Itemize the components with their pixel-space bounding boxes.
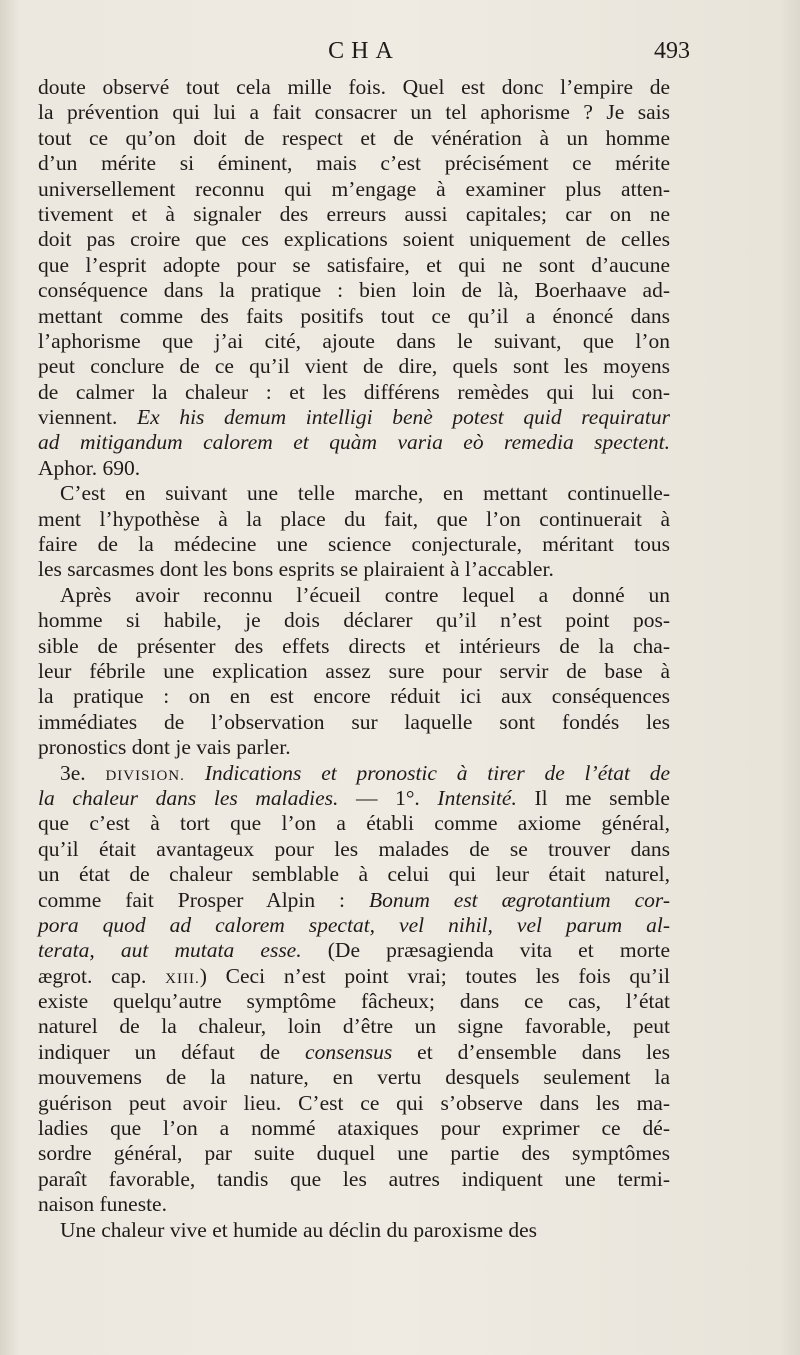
text-segment: ægrot. cap. (38, 963, 166, 988)
text-line (38, 557, 670, 582)
text-line (38, 888, 670, 913)
text-line (38, 126, 670, 151)
text-line (38, 786, 670, 811)
text-segment: de calmer la chaleur : et les différens remèdes qui lui con- (38, 379, 670, 404)
text-line (38, 1091, 670, 1116)
text-line (38, 634, 670, 659)
italic-text: la chaleur dans les maladies. (38, 785, 339, 810)
text-line (38, 938, 670, 963)
text-segment: 3e. (60, 760, 106, 785)
text-segment: faire de la médecine une science conjecturale, méritant tous (38, 532, 670, 557)
italic-text: Intensité. (437, 785, 517, 810)
text-segment: ment l’hypothèse à la place du fait, que l’on continuerait à (38, 506, 670, 531)
italic-text: ad mitigandum calorem et quàm varia eò remedia spectent. (38, 430, 670, 455)
text-line (38, 507, 670, 532)
text-line (38, 430, 670, 455)
page-number: 493 (654, 38, 690, 64)
text-segment: ) Ceci n’est point vrai; toutes les fois qu’il (199, 963, 670, 988)
running-head-title: CHA (328, 38, 400, 64)
text-line (38, 354, 670, 379)
text-line (38, 1192, 670, 1217)
text-segment: universellement reconnu qui m’engage à examiner plus atten- (38, 176, 670, 201)
text-line (38, 532, 670, 557)
text-segment: Aphor. 690. (38, 455, 141, 480)
text-segment: d’un mérite si éminent, mais c’est précisément ce mérite (38, 151, 670, 176)
text-line (38, 761, 670, 786)
text-line (38, 1116, 670, 1141)
text-line (38, 1218, 670, 1243)
text-line (38, 1014, 670, 1039)
text-segment: que c’est à tort que l’on a établi comme axiome général, (38, 811, 670, 836)
small-caps-text: DIVISION. (105, 767, 185, 784)
italic-text: Ex his demum intelligi benè potest quid requiratur (137, 405, 670, 430)
text-line (38, 735, 670, 760)
text-segment: les sarcasmes dont les bons esprits se plairaient à l’accabler. (38, 557, 554, 582)
text-line (38, 964, 670, 989)
text-line (38, 1167, 670, 1192)
running-head (38, 38, 690, 72)
italic-text: Bonum est ægrotantium cor- (368, 887, 670, 912)
paragraph (38, 481, 670, 583)
text-segment: comme fait Prosper Alpin : (38, 887, 369, 912)
text-segment: tivement et à signaler des erreurs aussi capitales; car on ne (38, 201, 670, 226)
text-segment: sordre général, par suite duquel une partie des symptômes (38, 1141, 670, 1166)
text-segment: naturel de la chaleur, loin d’être un signe favorable, peut (38, 1014, 670, 1039)
text-line (38, 659, 670, 684)
text-segment: que l’esprit adopte pour se satisfaire, et qui ne sont d’aucune (38, 252, 670, 277)
text-line (38, 75, 670, 100)
text-line (38, 862, 670, 887)
text-line (38, 405, 670, 430)
text-line (38, 608, 670, 633)
text-line (38, 304, 670, 329)
text-segment: doit pas croire que ces explications soient uniquement de celles (38, 227, 670, 252)
paragraph (38, 75, 670, 481)
text-segment: et d’ensemble dans les (392, 1039, 670, 1064)
text-segment: l’aphorisme que j’ai cité, ajoute dans le suivant, que l’on (38, 328, 670, 353)
text-segment: la prévention qui lui a fait consacrer un tel aphorisme ? Je sais (38, 100, 670, 125)
text-line (38, 151, 670, 176)
italic-text: Indications et pronostic à tirer de l’état de (204, 760, 671, 785)
text-line (38, 380, 670, 405)
text-segment: doute observé tout cela mille fois. Quel est donc l’empire de (38, 75, 670, 99)
italic-text: consensus (305, 1039, 393, 1064)
text-line (38, 100, 670, 125)
body-text (38, 75, 670, 1243)
text-line (38, 913, 670, 938)
text-segment: existe quelqu’autre symptôme fâcheux; dans ce cas, l’état (38, 989, 670, 1014)
text-line (38, 202, 670, 227)
text-segment: pronostics dont je vais parler. (38, 735, 291, 760)
small-caps-text: XIII. (165, 970, 200, 987)
text-segment: ladies que l’on a nommé ataxiques pour exprimer ce dé- (38, 1116, 670, 1141)
text-line (38, 227, 670, 252)
text-segment: paraît favorable, tandis que les autres indiquent une termi- (38, 1166, 670, 1191)
text-segment: sible de présenter des effets directs et intérieurs de la cha- (38, 633, 670, 658)
text-line (38, 710, 670, 735)
text-line (38, 1065, 670, 1090)
text-segment: conséquence dans la pratique : bien loin de là, Boerhaave ad- (38, 278, 670, 303)
text-segment: mettant comme des faits positifs tout ce qu’il a énoncé dans (38, 303, 670, 328)
text-line (38, 177, 670, 202)
text-segment: immédiates de l’observation sur laquelle sont fondés les (38, 709, 670, 734)
text-line (38, 456, 670, 481)
text-segment: Il me semble (516, 785, 670, 810)
text-segment (185, 761, 205, 785)
paragraph (38, 1218, 670, 1243)
text-segment: viennent. (38, 405, 138, 430)
text-segment: la pratique : on en est encore réduit ici aux conséquences (38, 684, 670, 709)
text-segment: Une chaleur vive et humide au déclin du paroxisme des (60, 1217, 538, 1242)
text-line (38, 684, 670, 709)
paragraph (38, 583, 670, 761)
text-segment: qu’il était avantageux pour les malades de se trouver dans (38, 836, 670, 861)
text-segment: (De præsagienda vita et morte (301, 938, 671, 963)
italic-text: terata, aut mutata esse. (38, 938, 302, 963)
text-line (38, 989, 670, 1014)
text-segment: naison funeste. (38, 1192, 167, 1217)
paragraph (38, 761, 670, 1218)
text-segment: — 1°. (338, 785, 438, 810)
text-line (38, 278, 670, 303)
text-segment: tout ce qu’on doit de respect et de vénération à un homme (38, 125, 670, 150)
text-segment: Après avoir reconnu l’écueil contre lequel a donné un (60, 582, 670, 607)
text-segment: un état de chaleur semblable à celui qui leur était naturel, (38, 862, 670, 887)
text-segment: mouvemens de la nature, en vertu desquels seulement la (38, 1065, 670, 1090)
text-segment: peut conclure de ce qu’il vient de dire, quels sont les moyens (38, 354, 670, 379)
text-segment: C’est en suivant une telle marche, en mettant continuelle- (60, 481, 670, 506)
text-line (38, 583, 670, 608)
text-line (38, 1141, 670, 1166)
text-segment: indiquer un défaut de (38, 1039, 306, 1064)
text-line (38, 253, 670, 278)
text-line (38, 837, 670, 862)
text-segment: guérison peut avoir lieu. C’est ce qui s’observe dans les ma- (38, 1090, 670, 1115)
italic-text: pora quod ad calorem spectat, vel nihil, vel parum al- (38, 912, 670, 937)
text-line (38, 811, 670, 836)
text-segment: homme si habile, je dois déclarer qu’il n’est point pos- (38, 608, 670, 633)
text-line (38, 329, 670, 354)
text-segment: leur fébrile une explication assez sure pour servir de base à (38, 658, 670, 683)
text-line (38, 481, 670, 506)
text-line (38, 1040, 670, 1065)
